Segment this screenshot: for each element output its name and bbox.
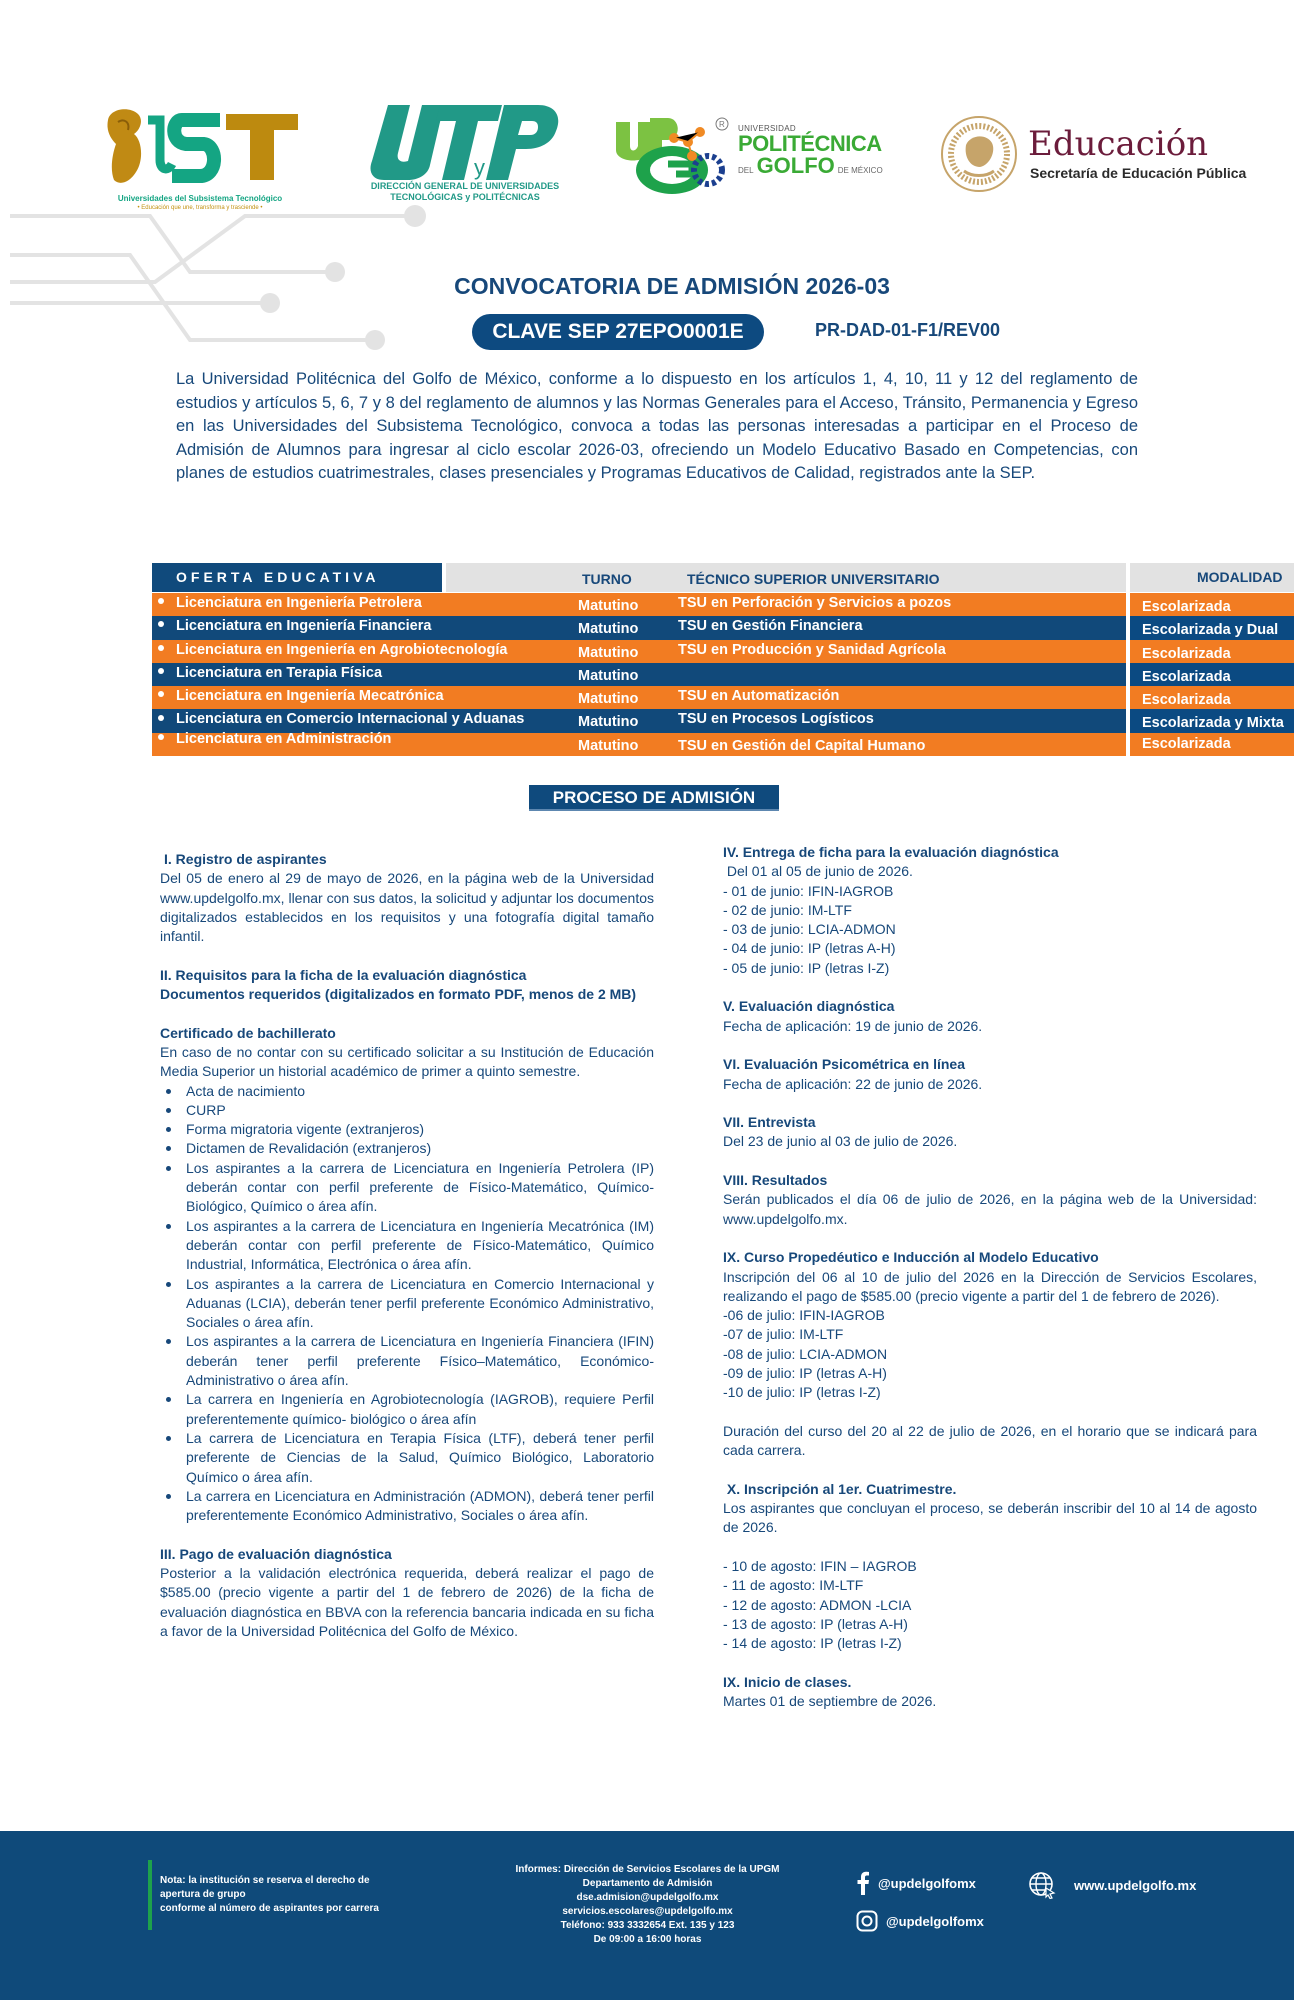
turno-cell: Matutino xyxy=(578,691,639,708)
table-row xyxy=(152,663,1231,686)
program-name: Licenciatura en Administración xyxy=(176,730,392,747)
date-item: -06 de julio: IFIN-IAGROB xyxy=(723,1307,885,1324)
contact-info xyxy=(470,1863,825,1947)
tsu-cell: TSU en Producción y Sanidad Agrícola xyxy=(678,641,946,658)
tsu-cell: TSU en Perforación y Servicios a pozos xyxy=(678,595,952,611)
list-item: Los aspirantes a la carrera de Licenciatura en Ingeniería Mecatrónica (IM) deberán contar con perfil preferente de Físico-Matemático, Químico Industrial, Informática, Electrónica o área afín. xyxy=(186,1217,654,1275)
table-row xyxy=(152,709,1284,732)
turno-cell: Matutino xyxy=(578,714,639,731)
note-accent-bar xyxy=(148,1860,152,1930)
process-title: PROCESO DE ADMISIÓN xyxy=(529,785,779,811)
upg-wordmark: UNIVERSIDAD POLITÉCNICA DEL GOLFO DE MÉXICO xyxy=(738,124,883,178)
table-row xyxy=(152,730,1231,756)
table-row xyxy=(152,593,1231,616)
bullet-icon xyxy=(158,668,164,674)
intro-paragraph: La Universidad Politécnica del Golfo de México, conforme a lo dispuesto en los artículos 1, 4, 10, 11 y 12 del reglamento de estudios y artículos 5, 6, 7 y 8 del reglamento de alumnos y las Normas Generales para el Acceso, Tránsito, Permanencia y Egreso en las Universidades del Subsistema Tecnológico, convoca a todas las personas interesadas a participar en el Proceso de Admisión de Alumnos para ingresar al ciclo escolar 2026-03, ofreciendo un Modelo Educativo Basado en Competencias, con planes de estudios cuatrimestrales, clases presenciales y Programas Educativos de Calidad, registrados ante la SEP. xyxy=(176,370,1138,482)
date-item: - 13 de agosto: IP (letras A-H) xyxy=(723,1615,908,1632)
section-text: Inscripción del 06 al 10 de julio del 2026 en la Dirección de Servicios Escolares, realizando el pago de $585.00 (precio vigente a partir del 1 de febrero de 2026). xyxy=(723,1268,1257,1304)
utp-caption: DIRECCIÓN GENERAL DE UNIVERSIDADES TECNOLÓGICAS y POLITÉCNICAS xyxy=(370,181,560,202)
offer-table xyxy=(152,563,1284,756)
bullet-icon xyxy=(158,598,164,604)
section-title: VI. Evaluación Psicométrica en línea xyxy=(723,1056,965,1073)
national-seal-icon xyxy=(940,115,1018,193)
clave-sep-badge: CLAVE SEP 27EPO0001E xyxy=(472,314,764,350)
bullet-icon xyxy=(158,645,164,651)
program-name: Licenciatura en Comercio Internacional y Aduanas xyxy=(176,711,525,728)
turno-cell: Matutino xyxy=(578,644,639,661)
modalidad-cell: Escolarizada xyxy=(1142,735,1231,752)
date-item: -09 de julio: IP (letras A-H) xyxy=(723,1365,887,1382)
svg-text:y: y xyxy=(474,155,485,180)
instagram-link[interactable]: @updelgolfomx xyxy=(856,1910,984,1932)
list-item: La carrera en Licenciatura en Administración (ADMON), deberá tener perfil preferentemente Económico Administrativo, Sociales o área afín. xyxy=(186,1487,654,1526)
date-item: -08 de julio: LCIA-ADMON xyxy=(723,1345,888,1362)
form-code: PR-DAD-01-F1/REV00 xyxy=(815,320,1001,340)
section-text: Martes 01 de septiembre de 2026. xyxy=(723,1693,937,1710)
ust-caption: Universidades del Subsistema Tecnológico xyxy=(117,194,283,203)
bullet-icon xyxy=(158,621,164,627)
section-title: I. Registro de aspirantes xyxy=(164,851,327,867)
table-row xyxy=(152,686,1231,709)
date-item: -07 de julio: IM-LTF xyxy=(723,1326,844,1343)
section-title: VII. Entrevista xyxy=(723,1114,816,1131)
section-text: Posterior a la validación electrónica requerida, deberá realizar el pago de $585.00 (precio vigente a partir del 1 de febrero de 2026) de la ficha de evaluación diagnóstica en BBVA con la referencia bancaria indicada en su ficha a favor de la Universidad Politécnica del Golfo de México. xyxy=(160,1564,654,1639)
bullet-icon xyxy=(158,715,164,721)
date-item: - 03 de junio: LCIA-ADMON xyxy=(723,921,896,938)
tsu-cell: TSU en Procesos Logísticos xyxy=(678,711,874,728)
tsu-cell: TSU en Gestión Financiera xyxy=(678,618,863,635)
program-name: Licenciatura en Terapia Física xyxy=(176,664,383,681)
date-item: -10 de julio: IP (letras I-Z) xyxy=(723,1384,881,1401)
list-item: Dictamen de Revalidación (extranjeros) xyxy=(186,1139,654,1158)
date-item: - 02 de junio: IM-LTF xyxy=(723,901,852,918)
section-text: Serán publicados el día 06 de julio de 2026, en la página web de la Universidad: www.updelgolfo.mx. xyxy=(723,1191,1257,1227)
section-text: Del 05 de enero al 29 de mayo de 2026, en la página web de la Universidad www.updelgolfo.mx, llenar con sus datos, la solicitud y adjuntar los documentos digitalizados establecidos en los requisitos y una fotografía digital tamaño infantil. xyxy=(160,870,654,945)
sep-logo xyxy=(940,115,1280,200)
requirements-list xyxy=(160,1082,654,1526)
email-servicios[interactable]: servicios.escolares@updelgolfo.mx xyxy=(562,1906,733,1917)
phone: Teléfono: 933 3332654 Ext. 135 y 123 xyxy=(560,1920,735,1931)
header-oferta: OFERTA EDUCATIVA xyxy=(152,563,442,592)
list-item: Los aspirantes a la carrera de Licenciatura en Ingeniería Petrolera (IP) deberán contar con perfil preferente de Físico-Matemático, Químico-Biológico, Químico o área afín. xyxy=(186,1159,654,1217)
program-name: Licenciatura en Ingeniería en Agrobiotecnología xyxy=(176,641,508,658)
ust-logo xyxy=(100,100,300,215)
modalidad-cell: Escolarizada y Mixta xyxy=(1142,715,1284,732)
list-item: La carrera de Licenciatura en Terapia Física (LTF), deberá tener perfil preferente de Ciencias de la Salud, Químico Biológico, Laboratorio Químico o área afín. xyxy=(186,1429,654,1487)
list-item: CURP xyxy=(186,1101,654,1120)
office-hours: De 09:00 a 16:00 horas xyxy=(593,1934,702,1945)
globe-cursor-icon xyxy=(1028,1871,1056,1899)
section-text: Fecha de aplicación: 22 de junio de 2026. xyxy=(723,1075,983,1092)
instagram-icon xyxy=(856,1910,878,1932)
section-title: X. Inscripción al 1er. Cuatrimestre. xyxy=(723,1480,957,1497)
list-item: Los aspirantes a la carrera de Licenciatura en Ingeniería Financiera (IFIN) deberán tener perfil preferente Físico–Matemático, Económico-Administrativo o área afín. xyxy=(186,1332,654,1390)
turno-cell: Matutino xyxy=(578,621,639,638)
modalidad-cell: Escolarizada y Dual xyxy=(1142,622,1279,639)
section-text: Los aspirantes que concluyan el proceso, se deberán inscribir del 10 al 14 de agosto de 2026. xyxy=(723,1500,1257,1536)
section-title: IX. Inicio de clases. xyxy=(723,1673,852,1690)
section-text: Del 01 al 05 de junio de 2026. xyxy=(723,863,913,880)
website-link[interactable]: www.updelgolfo.mx xyxy=(1028,1871,1196,1899)
section-title: Certificado de bachillerato xyxy=(160,1024,336,1041)
date-item: - 12 de agosto: ADMON -LCIA xyxy=(723,1596,912,1613)
date-item: - 01 de junio: IFIN-IAGROB xyxy=(723,882,894,899)
list-item: Forma migratoria vigente (extranjeros) xyxy=(186,1120,654,1139)
informes-title: Informes: Dirección de Servicios Escolares de la UPGM xyxy=(515,1864,780,1875)
email-admision[interactable]: dse.admision@updelgolfo.mx xyxy=(576,1892,719,1903)
header-tsu: TÉCNICO SUPERIOR UNIVERSITARIO xyxy=(687,571,940,587)
section-text: Fecha de aplicación: 19 de junio de 2026. xyxy=(723,1017,983,1034)
utp-logo xyxy=(355,105,575,210)
ust-tagline: • Educación que une, transforma y trasciende • xyxy=(137,205,263,211)
section-subtitle: Documentos requeridos (digitalizados en formato PDF, menos de 2 MB) xyxy=(160,986,637,1003)
turno-cell: Matutino xyxy=(578,667,639,684)
upg-logo xyxy=(610,112,910,197)
list-item: La carrera en Ingeniería en Agrobiotecnología (IAGROB), requiere Perfil preferentemente químico- biológico o área afín xyxy=(186,1390,654,1429)
section-title: IX. Curso Propedéutico e Inducción al Modelo Educativo xyxy=(723,1249,1099,1266)
table-row xyxy=(152,640,1231,663)
section-title: III. Pago de evaluación diagnóstica xyxy=(160,1545,392,1562)
tsu-cell: TSU en Automatización xyxy=(678,688,840,705)
date-item: - 14 de agosto: IP (letras I-Z) xyxy=(723,1635,902,1652)
department: Departamento de Admisión xyxy=(582,1878,713,1889)
turno-cell: Matutino xyxy=(578,598,639,614)
modalidad-cell: Escolarizada xyxy=(1142,599,1231,615)
upg-emblem-icon xyxy=(610,112,735,197)
section-text: En caso de no contar con su certificado solicitar a su Institución de Educación Media Superior un historial académico de primer a quinto semestre. xyxy=(160,1043,654,1080)
sep-subtitle: Secretaría de Educación Pública xyxy=(1030,165,1247,181)
date-item: - 11 de agosto: IM-LTF xyxy=(723,1577,864,1594)
date-item: - 05 de junio: IP (letras I-Z) xyxy=(723,959,890,976)
list-item: Acta de nacimiento xyxy=(186,1082,654,1101)
footer xyxy=(0,1831,1294,2000)
header-turno: TURNO xyxy=(582,571,632,587)
footer-note: Nota: la institución se reserva el derecho de apertura de grupo conforme al número de aspirantes por carrera xyxy=(160,1875,379,1914)
section-title: IV. Entrega de ficha para la evaluación diagnóstica xyxy=(723,844,1059,860)
section-text: Del 23 de junio al 03 de julio de 2026. xyxy=(723,1133,958,1150)
program-name: Licenciatura en Ingeniería Petrolera xyxy=(176,595,422,611)
modalidad-cell: Escolarizada xyxy=(1142,692,1231,709)
modalidad-cell: Escolarizada xyxy=(1142,668,1231,685)
table-header xyxy=(152,563,1283,593)
turno-cell: Matutino xyxy=(578,737,639,754)
date-item: - 04 de junio: IP (letras A-H) xyxy=(723,940,896,957)
program-name: Licenciatura en Ingeniería Mecatrónica xyxy=(176,688,444,705)
section-text: Duración del curso del 20 al 22 de julio de 2026, en el horario que se indicará para cada carrera. xyxy=(723,1422,1257,1459)
section-title: V. Evaluación diagnóstica xyxy=(723,998,895,1015)
svg-text:R: R xyxy=(719,120,725,129)
ust-emblem-icon xyxy=(100,100,300,190)
date-item: - 10 de agosto: IFIN – IAGROB xyxy=(723,1557,917,1574)
process-left-column xyxy=(160,850,654,1641)
header-modalidad: MODALIDAD xyxy=(1197,569,1283,585)
table-row xyxy=(152,616,1279,639)
facebook-icon xyxy=(856,1871,870,1895)
program-name: Licenciatura en Ingeniería Financiera xyxy=(176,618,432,635)
bullet-icon xyxy=(158,691,164,697)
page-title: CONVOCATORIA DE ADMISIÓN 2026-03 xyxy=(454,273,890,299)
sep-title: Educación xyxy=(1028,124,1209,164)
utp-mark-icon xyxy=(370,105,560,180)
tsu-cell: TSU en Gestión del Capital Humano xyxy=(678,737,926,754)
process-right-column xyxy=(723,843,1257,1711)
section-title: VIII. Resultados xyxy=(723,1172,828,1189)
section-title: II. Requisitos para la ficha de la evaluación diagnóstica xyxy=(160,966,527,983)
facebook-link[interactable]: @updelgolfomx xyxy=(856,1871,976,1895)
list-item: Los aspirantes a la carrera de Licenciatura en Comercio Internacional y Aduanas (LCIA), deberán tener perfil preferente Económico Administrativo, Sociales o área afín. xyxy=(186,1275,654,1333)
modalidad-cell: Escolarizada xyxy=(1142,645,1231,662)
bullet-icon xyxy=(158,734,164,740)
